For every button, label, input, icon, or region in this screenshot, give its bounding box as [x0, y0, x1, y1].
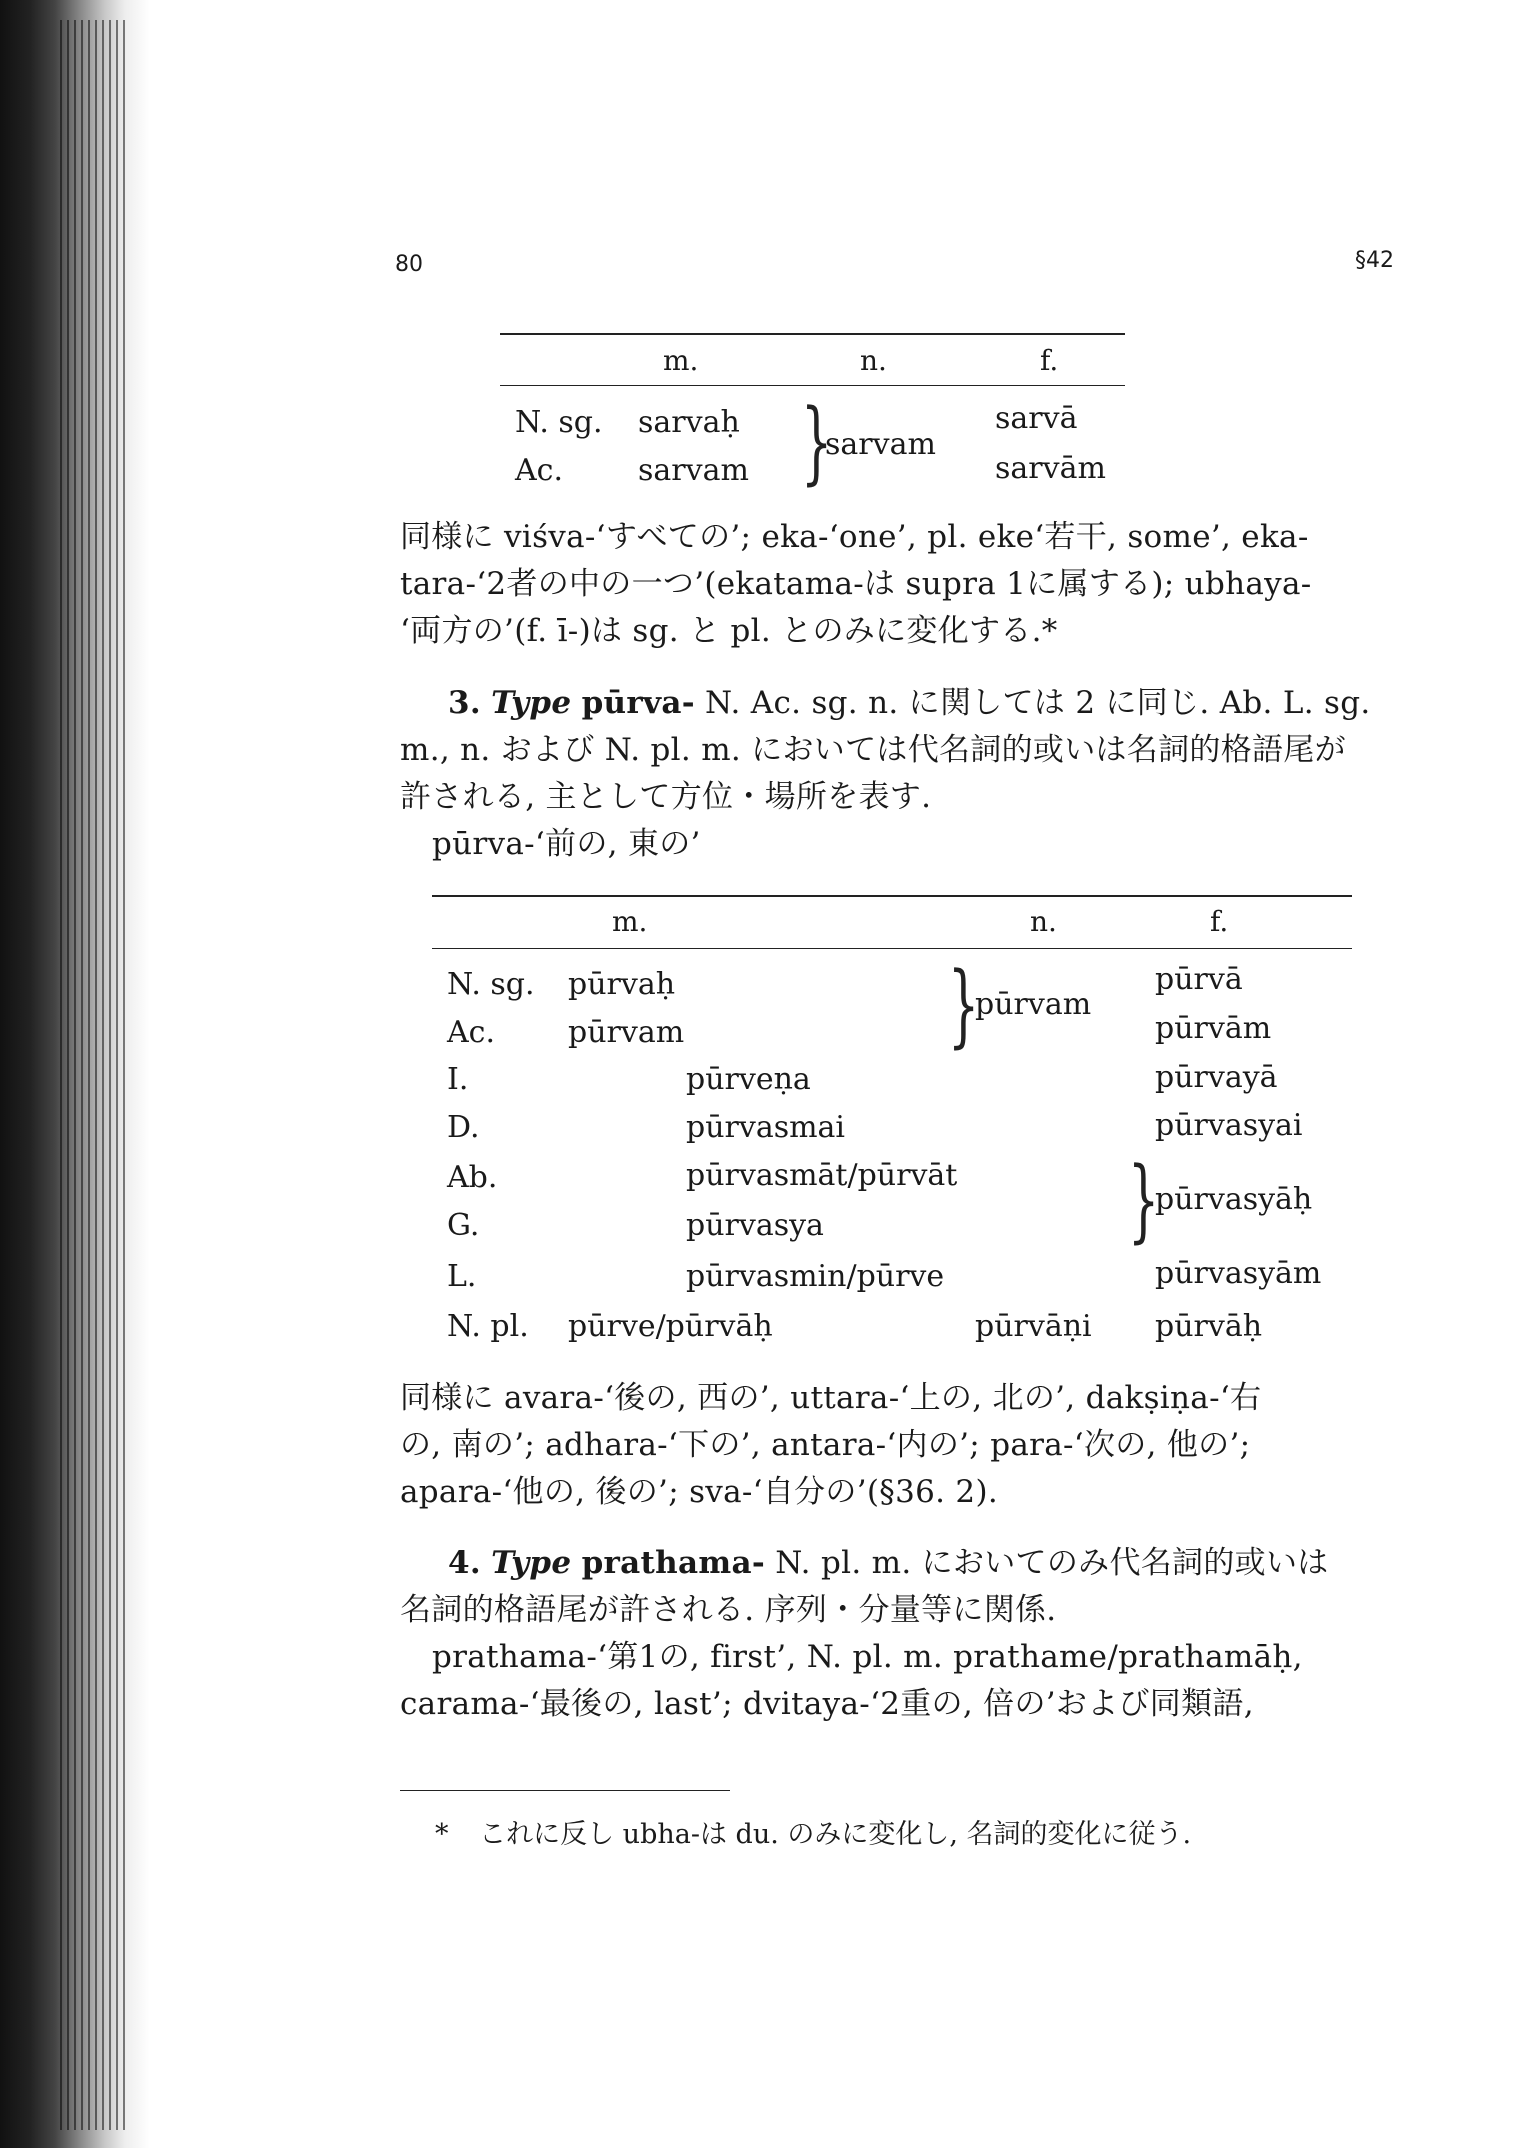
type-label: Type: [491, 1545, 572, 1581]
column-header-f: f.: [1210, 905, 1229, 938]
section-4-first-line: [400, 1540, 1385, 1587]
type-word: prathama-: [581, 1545, 766, 1581]
form-f: sarvā: [995, 401, 1078, 436]
row-label: G.: [447, 1208, 480, 1243]
footnote-rule: [400, 1790, 730, 1791]
page-number: 80: [395, 252, 423, 277]
form-mn: pūrvasmin/pūrve: [686, 1259, 945, 1294]
footnote: [435, 1812, 1191, 1851]
form-m: sarvaḥ: [638, 405, 740, 440]
column-header-m: m.: [663, 344, 699, 377]
form-m: sarvam: [638, 453, 749, 488]
form-m: pūrvam: [568, 1015, 685, 1050]
section-3-number: 3.: [448, 685, 481, 721]
form-mn: pūrvasmai: [686, 1110, 846, 1145]
footnote-marker: *: [435, 1819, 449, 1850]
text-line: tara-‘2者の中の一つ’(ekatama-は supra 1に属する); ubhaya-: [400, 566, 1312, 602]
section-number: §42: [1355, 248, 1394, 273]
form-f: pūrvā: [1155, 962, 1243, 997]
column-header-m: m.: [612, 905, 648, 938]
type-word: pūrva-: [581, 685, 695, 721]
form-mn: pūrvasya: [686, 1208, 824, 1243]
row-label: L.: [447, 1259, 477, 1294]
section-3-paragraph: [400, 680, 1385, 868]
text-line: ‘両方の’(f. ī-)は sg. と pl. とのみに変化する.*: [400, 613, 1058, 649]
row-label: N. sg.: [515, 405, 603, 440]
table-header-rule: [432, 948, 1352, 949]
form-m: pūrvaḥ: [568, 967, 676, 1002]
text-line: carama-‘最後の, last’; dvitaya-‘2重の, 倍の’および同類語,: [400, 1686, 1254, 1722]
row-label: N. sg.: [447, 967, 535, 1002]
table-header-rule: [500, 385, 1125, 386]
form-n-shared: pūrvam: [975, 987, 1092, 1022]
paragraph-similar-words-2: [400, 1375, 1385, 1516]
column-header-n: n.: [860, 344, 887, 377]
column-header-f: f.: [1040, 344, 1059, 377]
table-top-rule: [432, 895, 1352, 897]
form-f: pūrvām: [1155, 1011, 1272, 1046]
row-label: N. pl.: [447, 1309, 529, 1344]
table-top-rule: [500, 333, 1125, 335]
form-f: pūrvāḥ: [1155, 1309, 1263, 1344]
brace-icon: }: [947, 953, 980, 1058]
form-f: pūrvayā: [1155, 1060, 1278, 1095]
row-label: Ac.: [447, 1015, 496, 1050]
text-line: の, 南の’; adhara-‘下の’, antara-‘内の’; para-‘次の, 他の’;: [400, 1427, 1251, 1463]
row-label: Ab.: [447, 1160, 498, 1195]
text-line: prathama-‘第1の, first’, N. pl. m. prathame/prathamāḥ,: [432, 1639, 1303, 1675]
form-n: pūrvāṇi: [975, 1309, 1092, 1344]
brace-icon: }: [800, 390, 833, 495]
form-f-shared: pūrvasyāḥ: [1155, 1182, 1313, 1217]
type-label: Type: [491, 685, 572, 721]
brace-icon: }: [1127, 1148, 1160, 1253]
form-f: pūrvasyām: [1155, 1256, 1322, 1291]
section-4-number: 4.: [448, 1545, 481, 1581]
form-mn: pūrvasmāt/pūrvāt: [686, 1158, 958, 1193]
form-m: pūrve/pūrvāḥ: [568, 1309, 773, 1344]
column-header-n: n.: [1030, 905, 1057, 938]
row-label: Ac.: [515, 453, 564, 488]
example-word: pūrva-‘前の, 東の’: [432, 826, 701, 862]
text-line: 同様に viśva-‘すべての’; eka-‘one’, pl. eke‘若干, some’, eka-: [400, 519, 1309, 555]
text-line: apara-‘他の, 後の’; sva-‘自分の’(§36. 2).: [400, 1474, 999, 1510]
row-label: I.: [447, 1062, 469, 1097]
book-binding-edge: [0, 0, 150, 2148]
text-line: m., n. および N. pl. m. においては代名詞的或いは名詞的格語尾が: [400, 732, 1346, 768]
text-line: N. pl. m. においてのみ代名詞的或いは: [775, 1545, 1329, 1581]
row-label: D.: [447, 1110, 480, 1145]
footnote-text: これに反し ubha-は du. のみに変化し, 名詞的変化に従う.: [479, 1819, 1192, 1850]
form-n-shared: sarvam: [825, 427, 936, 462]
form-f: pūrvasyai: [1155, 1108, 1303, 1143]
text-line: 許される, 主として方位・場所を表す.: [400, 779, 932, 815]
section-4-paragraph: [400, 1540, 1385, 1728]
form-mn: pūrveṇa: [686, 1062, 811, 1097]
text-line: 同様に avara-‘後の, 西の’, uttara-‘上の, 北の’, dakṣiṇa-‘右: [400, 1380, 1262, 1416]
section-3-first-line: [400, 680, 1385, 727]
form-f: sarvām: [995, 451, 1106, 486]
paragraph-similar-words: [400, 514, 1385, 655]
text-line: 名詞的格語尾が許される. 序列・分量等に関係.: [400, 1592, 1057, 1628]
text-line: N. Ac. sg. n. に関しては 2 に同じ. Ab. L. sg.: [705, 685, 1371, 721]
